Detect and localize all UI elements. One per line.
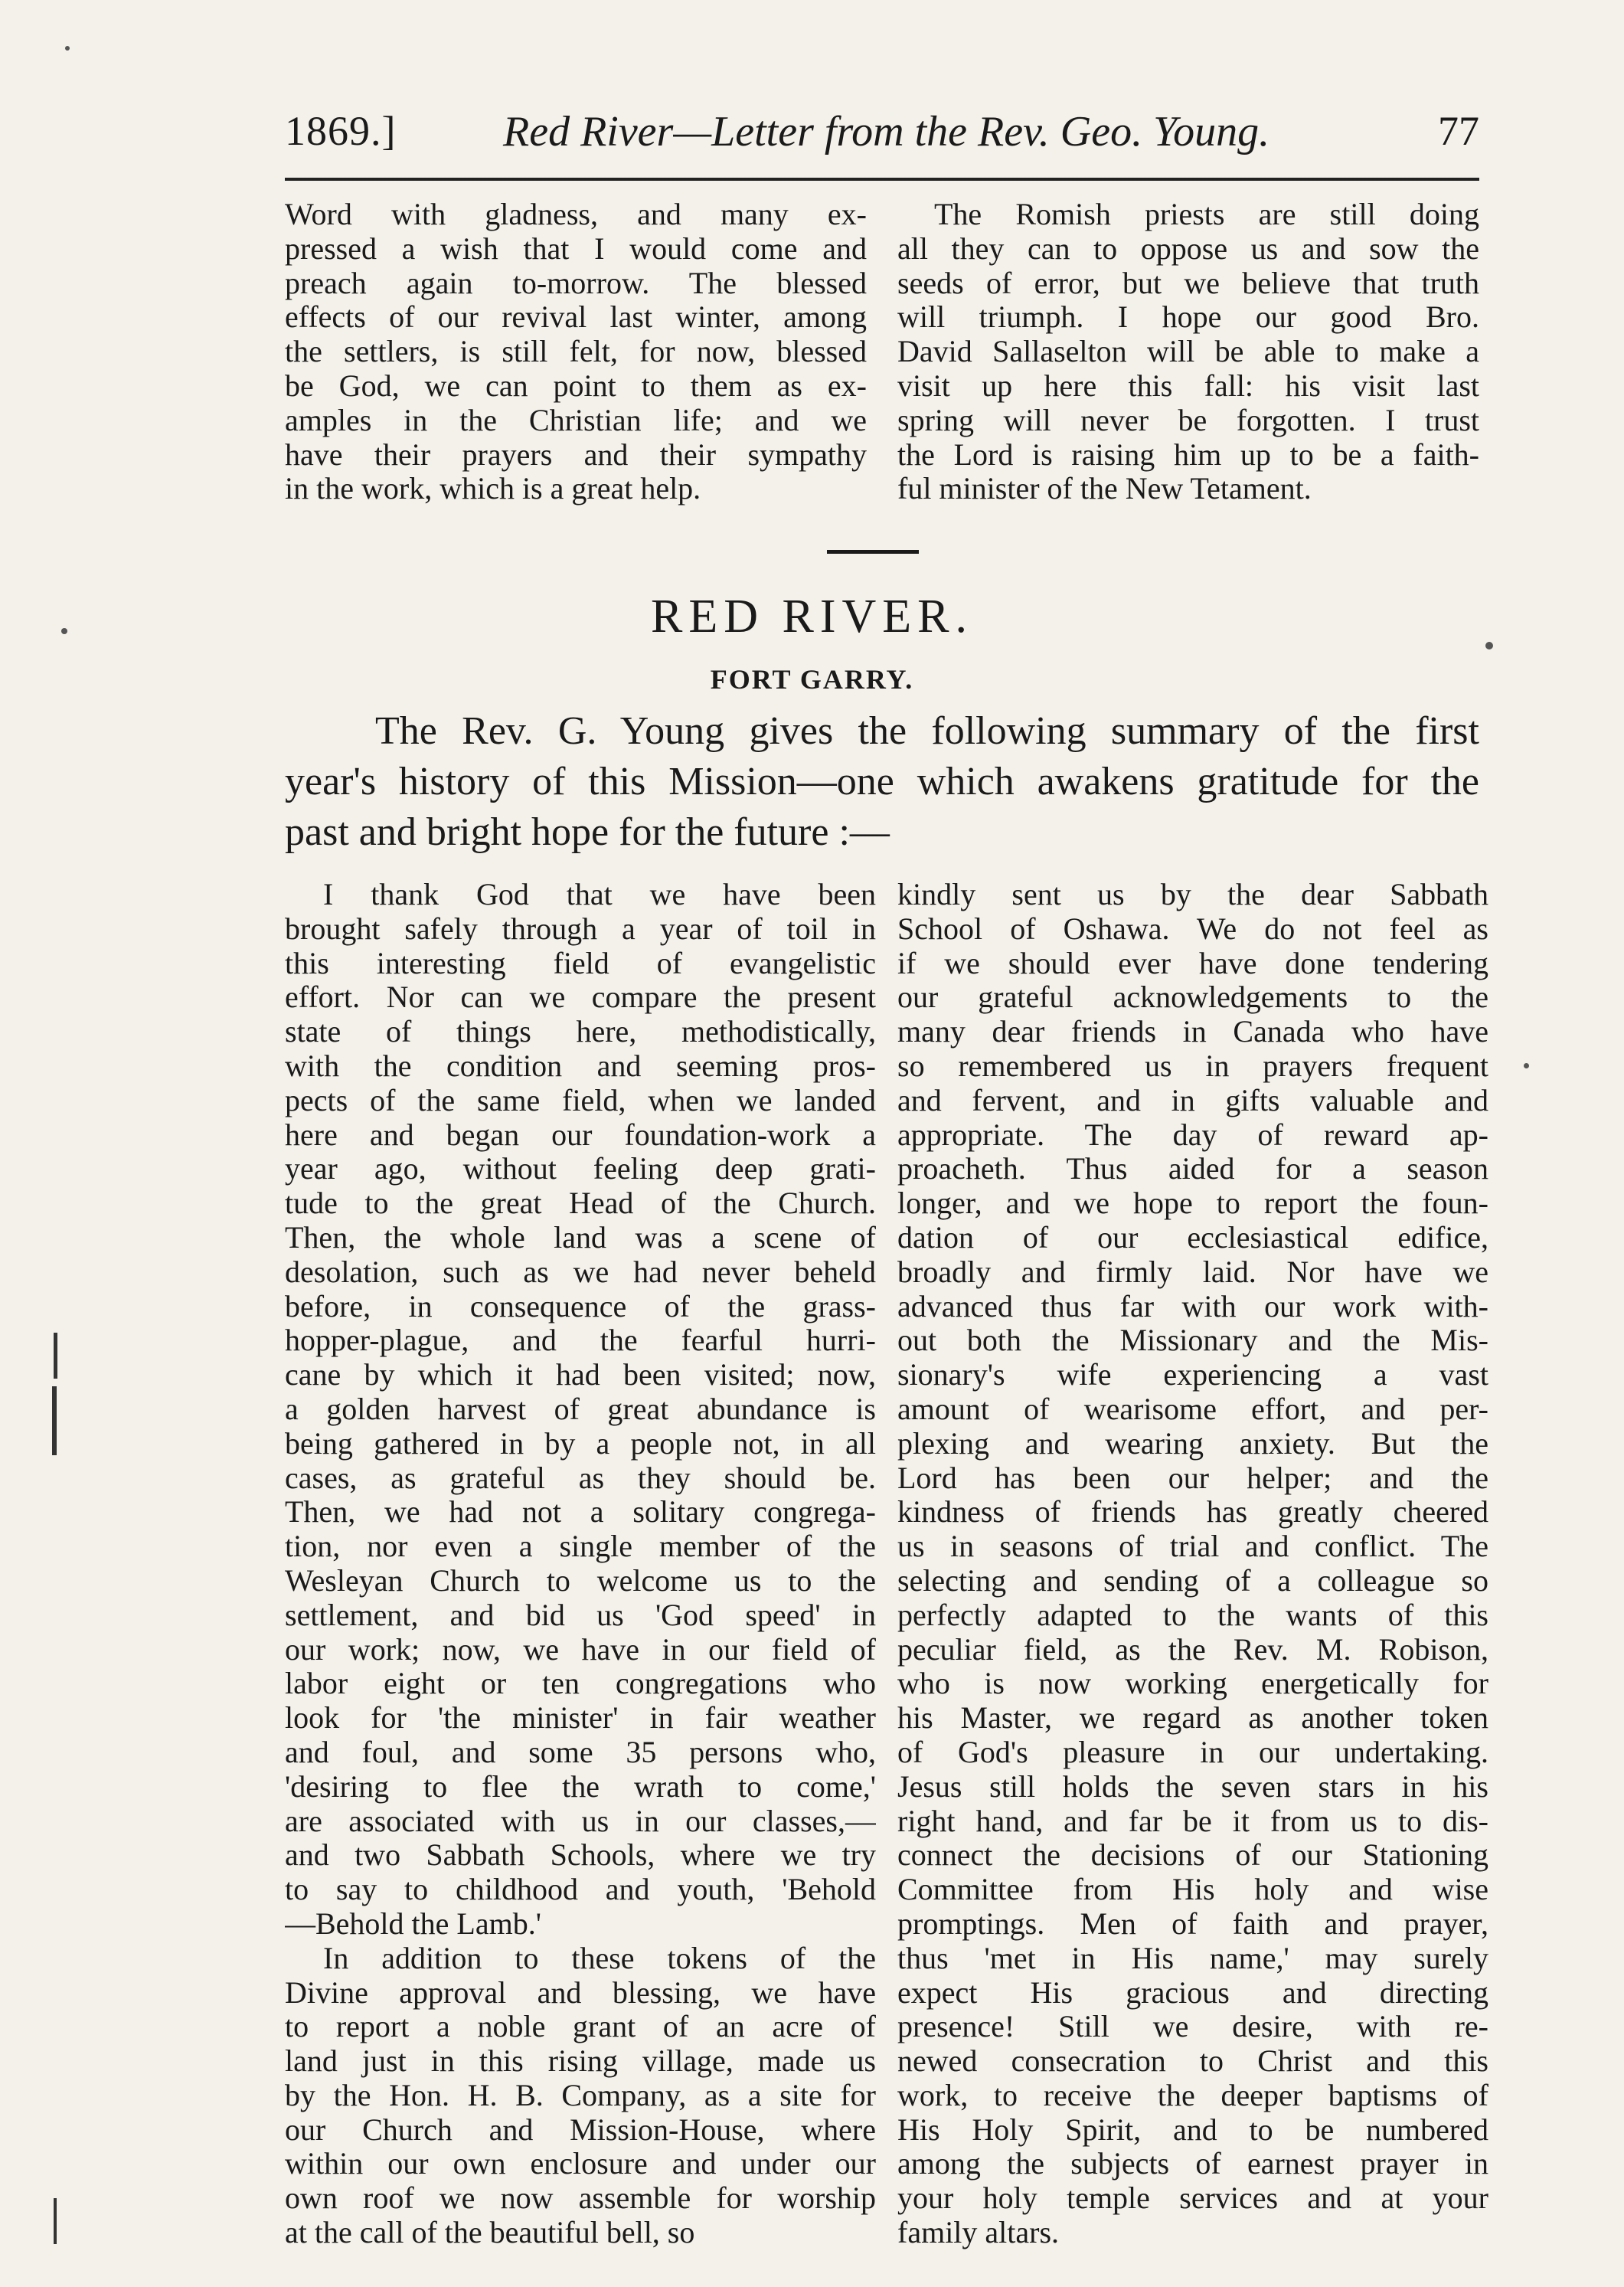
scan-speck xyxy=(65,46,70,51)
text-line: be God, we can point to them as ex- xyxy=(285,368,867,403)
text-line: look for 'the minister' in fair weather xyxy=(285,1701,876,1736)
text-line: the settlers, is still felt, for now, blessed xyxy=(285,335,867,369)
text-line: right hand, and far be it from us to dis- xyxy=(897,1804,1488,1838)
text-line: of God's pleasure in our undertaking. xyxy=(897,1735,1488,1769)
text-line: His Holy Spirit, and to be numbered xyxy=(897,2112,1488,2147)
running-header xyxy=(285,107,1479,161)
text-line: David Sallaselton will be able to make a xyxy=(897,335,1479,369)
text-line: by the Hon. H. B. Company, as a site for xyxy=(285,2078,876,2112)
header-running-title: Red River—Letter from the Rev. Geo. Young. xyxy=(503,108,1270,155)
text-line: pects of the same field, when we landed xyxy=(285,1083,876,1117)
text-line: to report a noble grant of an acre of xyxy=(285,2010,876,2044)
text-line: Then, we had not a solitary congrega- xyxy=(285,1495,876,1530)
text-line: amples in the Christian life; and we xyxy=(285,403,867,437)
text-line: state of things here, methodistically, xyxy=(285,1015,876,1049)
text-line: settlement, and bid us 'God speed' in xyxy=(285,1598,876,1632)
intro-line: past and bright hope for the future :— xyxy=(285,810,890,854)
text-line: preach again to-morrow. The blessed xyxy=(285,266,867,300)
text-line: year ago, without feeling deep grati- xyxy=(285,1152,876,1186)
text-line: plexing and wearing anxiety. But the xyxy=(897,1426,1488,1461)
text-line: 'desiring to flee the wrath to come,' xyxy=(285,1769,876,1804)
margin-scan-mark xyxy=(52,1386,57,1455)
text-line: newed consecration to Christ and this xyxy=(897,2044,1488,2079)
text-line: appropriate. The day of reward ap- xyxy=(897,1117,1488,1152)
text-line: hopper-plague, and the fearful hurri- xyxy=(285,1323,876,1358)
text-line: presence! Still we desire, with re- xyxy=(897,2010,1488,2044)
text-line: many dear friends in Canada who have xyxy=(897,1015,1488,1049)
text-line: labor eight or ten congregations who xyxy=(285,1667,876,1701)
text-line: seeds of error, but we believe that truth xyxy=(897,266,1479,300)
scan-speck xyxy=(1524,1063,1529,1068)
text-line: us in seasons of trial and conflict. The xyxy=(897,1530,1488,1564)
text-line: our grateful acknowledgements to the xyxy=(897,980,1488,1015)
text-line: cane by which it had been visited; now, xyxy=(285,1358,876,1392)
text-line: if we should ever have done tendering xyxy=(897,946,1488,980)
text-line: effort. Nor can we compare the present xyxy=(285,980,876,1015)
header-year: 1869.] xyxy=(285,108,397,154)
text-line: are associated with us in our classes,— xyxy=(285,1804,876,1838)
text-line: advanced thus far with our work with- xyxy=(897,1289,1488,1323)
text-line: will triumph. I hope our good Bro. xyxy=(897,300,1479,335)
text-line: spring will never be forgotten. I trust xyxy=(897,403,1479,437)
text-line: ful minister of the New Tetament. xyxy=(897,472,1312,506)
text-line: out both the Missionary and the Mis- xyxy=(897,1323,1488,1358)
text-line: —Behold the Lamb.' xyxy=(285,1906,541,1941)
text-line: and two Sabbath Schools, where we try xyxy=(285,1838,876,1873)
text-line: and foul, and some 35 persons who, xyxy=(285,1735,876,1769)
top-left-column xyxy=(285,198,867,506)
section-title: RED RIVER. xyxy=(651,591,973,643)
text-line: promptings. Men of faith and prayer, xyxy=(897,1906,1488,1941)
intro-line: year's history of this Mission—one which awakens gratitude for the xyxy=(285,760,1479,803)
text-line: Committee from His holy and wise xyxy=(897,1873,1488,1907)
text-line: sionary's wife experiencing a vast xyxy=(897,1358,1488,1392)
text-line: in the work, which is a great help. xyxy=(285,472,701,506)
text-line: at the call of the beautiful bell, so xyxy=(285,2216,695,2250)
header-rule xyxy=(285,178,1479,181)
section-subtitle: FORT GARRY. xyxy=(710,664,914,695)
text-line: effects of our revival last winter, among xyxy=(285,300,867,335)
text-line: broadly and firmly laid. Nor have we xyxy=(897,1255,1488,1289)
intro-line: The Rev. G. Young gives the following summary of the first xyxy=(375,709,1479,753)
text-line: amount of wearisome effort, and per- xyxy=(897,1392,1488,1426)
text-line: your holy temple services and at your xyxy=(897,2181,1488,2216)
text-line: work, to receive the deeper baptisms of xyxy=(897,2078,1488,2112)
text-line: Divine approval and blessing, we have xyxy=(285,1975,876,2010)
text-line: Jesus still holds the seven stars in his xyxy=(897,1769,1488,1804)
text-line: I thank God that we have been xyxy=(323,878,876,911)
text-line: so remembered us in prayers frequent xyxy=(897,1049,1488,1083)
top-right-column xyxy=(897,198,1479,506)
text-line: desolation, such as we had never beheld xyxy=(285,1255,876,1289)
header-page-number: 77 xyxy=(1438,108,1479,154)
text-line: Wesleyan Church to welcome us to the xyxy=(285,1563,876,1598)
text-line: expect His gracious and directing xyxy=(897,1975,1488,2010)
text-line: brought safely through a year of toil in xyxy=(285,911,876,946)
text-line: tude to the great Head of the Church. xyxy=(285,1186,876,1221)
text-line: School of Oshawa. We do not feel as xyxy=(897,911,1488,946)
scan-speck xyxy=(61,628,67,634)
text-line: selecting and sending of a colleague so xyxy=(897,1563,1488,1598)
text-line: family altars. xyxy=(897,2216,1060,2250)
text-line: Lord has been our helper; and the xyxy=(897,1461,1488,1495)
text-line: land just in this rising village, made us xyxy=(285,2044,876,2079)
text-line: have their prayers and their sympathy xyxy=(285,437,867,472)
intro-paragraph xyxy=(285,706,1479,858)
text-line: longer, and we hope to report the foun- xyxy=(897,1186,1488,1221)
text-line: with the condition and seeming pros- xyxy=(285,1049,876,1083)
scan-speck xyxy=(1485,642,1493,649)
text-line: among the subjects of earnest prayer in xyxy=(897,2147,1488,2181)
text-line: visit up here this fall: his visit last xyxy=(897,368,1479,403)
letter-right-column xyxy=(897,878,1488,2250)
text-line: our work; now, we have in our field of xyxy=(285,1632,876,1667)
text-line: who is now working energetically for xyxy=(897,1667,1488,1701)
text-line: dation of our ecclesiastical edifice, xyxy=(897,1220,1488,1255)
letter-left-column xyxy=(285,878,876,2250)
text-line: proacheth. Thus aided for a season xyxy=(897,1152,1488,1186)
margin-scan-mark xyxy=(54,1333,57,1379)
text-line: kindly sent us by the dear Sabbath xyxy=(897,878,1488,911)
text-line: In addition to these tokens of the xyxy=(323,1941,876,1975)
text-line: to say to childhood and youth, 'Behold xyxy=(285,1873,876,1907)
text-line: this interesting field of evangelistic xyxy=(285,946,876,980)
text-line: all they can to oppose us and sow the xyxy=(897,231,1479,266)
text-line: peculiar field, as the Rev. M. Robison, xyxy=(897,1632,1488,1667)
margin-scan-mark xyxy=(54,2198,57,2244)
text-line: and fervent, and in gifts valuable and xyxy=(897,1083,1488,1117)
text-line: Word with gladness, and many ex- xyxy=(285,198,867,231)
text-line: pressed a wish that I would come and xyxy=(285,231,867,266)
section-divider xyxy=(827,550,919,554)
text-line: The Romish priests are still doing xyxy=(934,198,1479,231)
text-line: the Lord is raising him up to be a faith- xyxy=(897,437,1479,472)
text-line: our Church and Mission-House, where xyxy=(285,2112,876,2147)
text-line: being gathered in by a people not, in all xyxy=(285,1426,876,1461)
text-line: own roof we now assemble for worship xyxy=(285,2181,876,2216)
text-line: here and began our foundation-work a xyxy=(285,1117,876,1152)
text-line: connect the decisions of our Stationing xyxy=(897,1838,1488,1873)
text-line: his Master, we regard as another token xyxy=(897,1701,1488,1736)
text-line: cases, as grateful as they should be. xyxy=(285,1461,876,1495)
text-line: Then, the whole land was a scene of xyxy=(285,1220,876,1255)
text-line: before, in consequence of the grass- xyxy=(285,1289,876,1323)
text-line: thus 'met in His name,' may surely xyxy=(897,1941,1488,1975)
text-line: perfectly adapted to the wants of this xyxy=(897,1598,1488,1632)
text-line: within our own enclosure and under our xyxy=(285,2147,876,2181)
text-line: tion, nor even a single member of the xyxy=(285,1530,876,1564)
text-line: kindness of friends has greatly cheered xyxy=(897,1495,1488,1530)
text-line: a golden harvest of great abundance is xyxy=(285,1392,876,1426)
